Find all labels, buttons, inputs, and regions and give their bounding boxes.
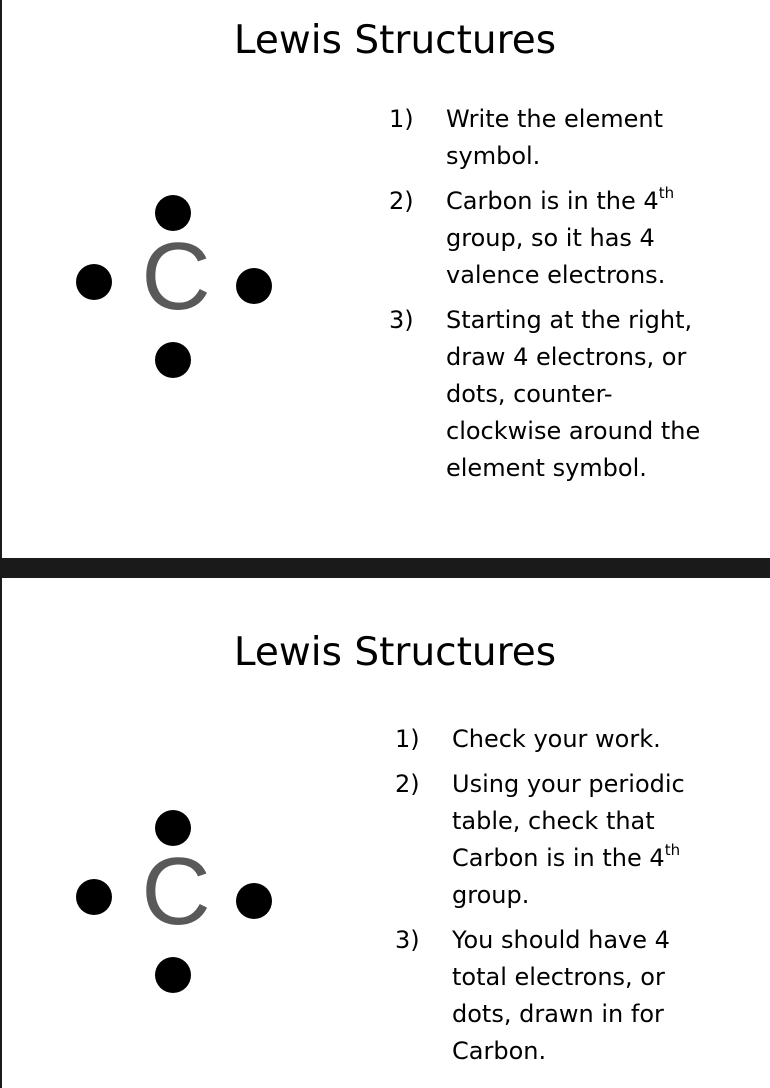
step-text: Check your work. [452, 725, 661, 753]
steps-list [389, 101, 709, 495]
electron-dot-right [236, 883, 272, 919]
step-number: 3) [389, 306, 414, 334]
slide-divider [0, 558, 770, 578]
slide-title: Lewis Structures [233, 630, 557, 675]
step-number: 3) [395, 926, 420, 954]
step-text-before: Carbon is in the [446, 187, 644, 215]
steps-list [395, 721, 715, 1078]
step-number: 1) [389, 105, 414, 133]
step-text: Starting at the right, draw 4 electrons, or dots, counter-clockwise around the element symbol. [446, 306, 701, 482]
electron-dot-bottom [155, 957, 191, 993]
step-item [389, 302, 709, 487]
electron-dot-left [76, 879, 112, 915]
step-number: 1) [395, 725, 420, 753]
step-text: You should have 4 total electrons, or dots, drawn in for Carbon. [452, 926, 670, 1065]
step-text-after: group, so it has 4 valence electrons. [446, 224, 666, 289]
element-symbol: C [141, 223, 211, 330]
electron-dot-right [236, 268, 272, 304]
step-ordinal-suffix: th [658, 184, 675, 202]
lewis-structure-diagram [62, 800, 322, 1000]
step-item [389, 101, 709, 175]
step-number: 2) [395, 770, 420, 798]
electron-dot-left [76, 264, 112, 300]
step-text-after: group. [452, 881, 530, 909]
step-item [395, 721, 715, 758]
step-text-before: Using your periodic table, check that Carbon is in the [452, 770, 685, 872]
step-item [395, 922, 715, 1070]
lewis-structure-diagram [62, 185, 322, 385]
step-item [395, 766, 715, 914]
slide-title: Lewis Structures [233, 18, 557, 63]
step-ordinal-number: 4 [649, 844, 665, 872]
slide-2 [0, 578, 770, 1088]
step-text: Write the element symbol. [446, 105, 663, 170]
step-ordinal-suffix: th [664, 841, 681, 859]
electron-dot-bottom [155, 342, 191, 378]
step-ordinal-number: 4 [643, 187, 659, 215]
step-item [389, 183, 709, 294]
step-number: 2) [389, 187, 414, 215]
element-symbol: C [141, 838, 211, 945]
